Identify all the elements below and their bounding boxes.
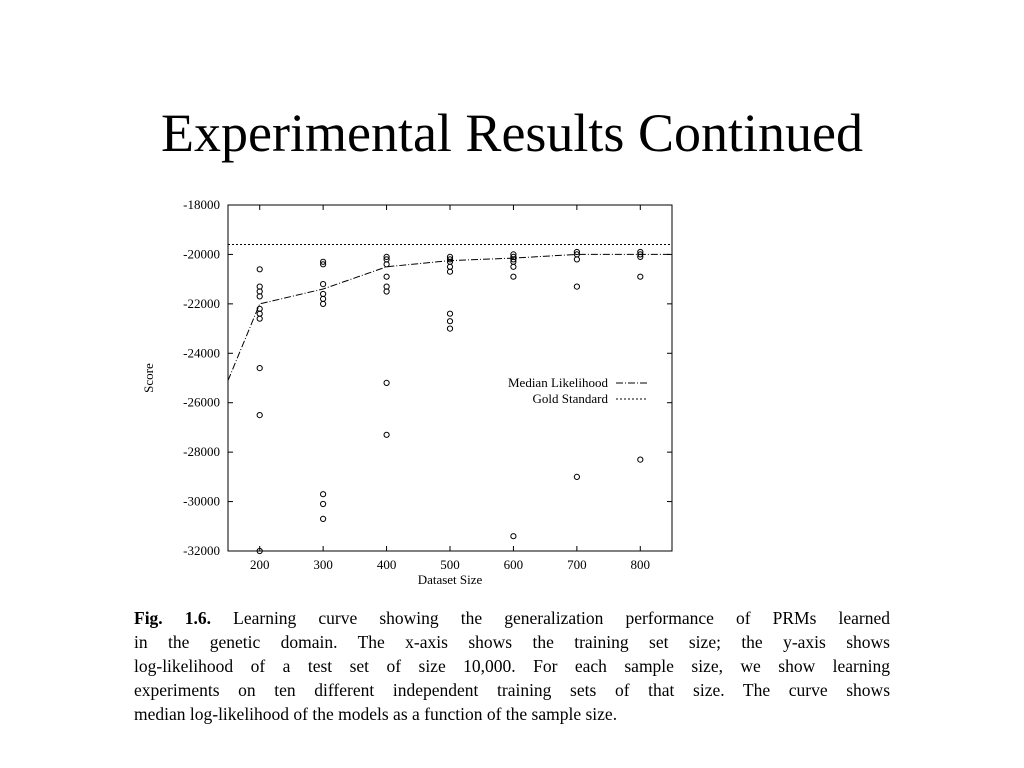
data-point: [447, 319, 452, 324]
data-point: [574, 284, 579, 289]
data-point: [321, 301, 326, 306]
data-point: [257, 366, 262, 371]
data-point: [384, 380, 389, 385]
data-point: [574, 257, 579, 262]
data-point: [638, 274, 643, 279]
y-tick-label: -30000: [183, 493, 220, 509]
data-point: [321, 501, 326, 506]
x-tick-label: 800: [630, 557, 651, 572]
y-tick-label: -24000: [183, 345, 220, 361]
y-tick-label: -18000: [183, 197, 220, 212]
data-point: [257, 316, 262, 321]
caption-line-3: log-likelihood of a test set of size 10,000. For each sample size, we show learning: [134, 656, 890, 676]
data-point: [447, 326, 452, 331]
x-axis-label: Dataset Size: [417, 572, 483, 587]
legend-label-median-likelihood: Median Likelihood: [507, 375, 608, 390]
x-tick-label: 300: [313, 557, 333, 572]
y-tick-label: -28000: [183, 444, 220, 460]
data-point: [574, 474, 579, 479]
data-point: [511, 274, 516, 279]
caption-line-5: median log-likelihood of the models as a function of the sample size.: [134, 704, 618, 724]
data-point: [321, 282, 326, 287]
caption-line-1: Learning curve showing the generalization performance of PRMs learned: [233, 608, 891, 628]
median-likelihood-line: [228, 254, 672, 380]
data-point: [384, 274, 389, 279]
y-tick-label: -32000: [183, 543, 220, 558]
data-point: [638, 457, 643, 462]
data-point: [384, 432, 389, 437]
x-tick-label: 600: [503, 557, 524, 572]
slide-title: Experimental Results Continued: [161, 103, 863, 163]
x-tick-label: 700: [567, 557, 587, 572]
data-point: [257, 267, 262, 272]
y-axis-label: Score: [141, 363, 156, 393]
caption-label: Fig. 1.6.: [134, 608, 212, 628]
caption-line-4: experiments on ten different independent training sets of that size. The curve shows: [134, 680, 890, 700]
data-point: [257, 413, 262, 418]
caption-line-2: in the genetic domain. The x-axis shows the training set size; the y-axis shows: [134, 632, 890, 652]
y-tick-label: -22000: [183, 295, 220, 311]
data-point: [321, 492, 326, 497]
legend-label-gold-standard: Gold Standard: [532, 391, 608, 406]
data-point: [511, 534, 516, 539]
y-tick-label: -26000: [183, 394, 220, 410]
data-point: [321, 516, 326, 521]
x-tick-label: 400: [376, 557, 397, 572]
x-tick-label: 200: [249, 557, 270, 572]
learning-curve-chart: [130, 190, 690, 600]
y-tick-label: -20000: [183, 246, 220, 262]
x-tick-label: 500: [440, 557, 460, 572]
data-point: [511, 264, 516, 269]
data-point: [447, 311, 452, 316]
figure-caption: [134, 606, 890, 726]
